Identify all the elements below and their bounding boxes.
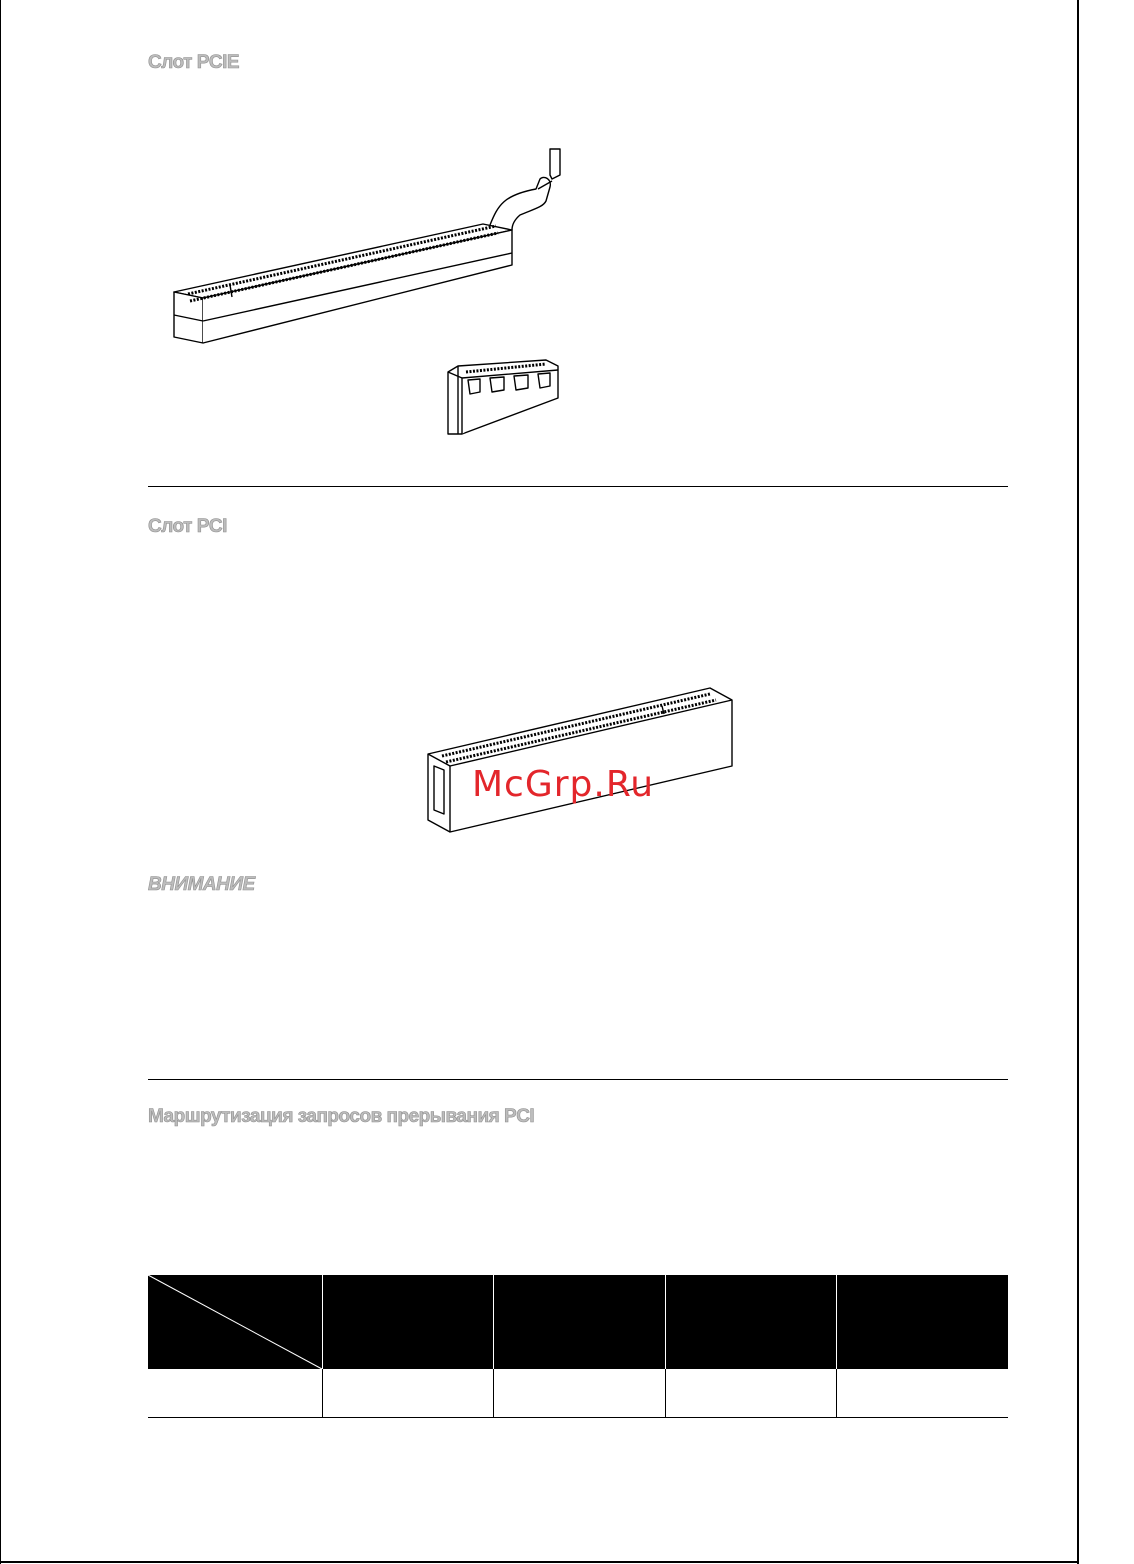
pci-slot-heading: Слот PCI [148,516,227,537]
pcie-x1-slot-illustration [446,350,566,436]
table-cell [665,1369,836,1418]
irq-routing-table [148,1275,1008,1418]
table-cell [837,1369,1008,1418]
table-header-cell [323,1275,494,1369]
page-frame-bottom [0,1561,1079,1563]
section-divider [148,1079,1008,1080]
page-frame-left [0,0,1,1564]
table-cell [148,1369,323,1418]
section-divider [148,486,1008,487]
table-cell [494,1369,665,1418]
corner-diagonal [148,1275,322,1369]
pci-slot-illustration [420,682,740,837]
table-cell [323,1369,494,1418]
watermark: McGrp.Ru [472,764,655,805]
table-header-cell [837,1275,1008,1369]
irq-routing-heading: Маршрутизация запросов прерывания PCI [148,1106,535,1127]
pcie-slot-heading: Слот PCIE [148,52,240,73]
page-frame-right [1077,0,1079,1564]
warning-heading: ВНИМАНИЕ [148,874,255,895]
pcie-x16-slot-illustration [168,145,588,350]
table-header-cell [494,1275,665,1369]
table-corner-cell [148,1275,323,1369]
table-row [148,1369,1008,1418]
table-header-row [148,1275,1008,1369]
table-header-cell [665,1275,836,1369]
